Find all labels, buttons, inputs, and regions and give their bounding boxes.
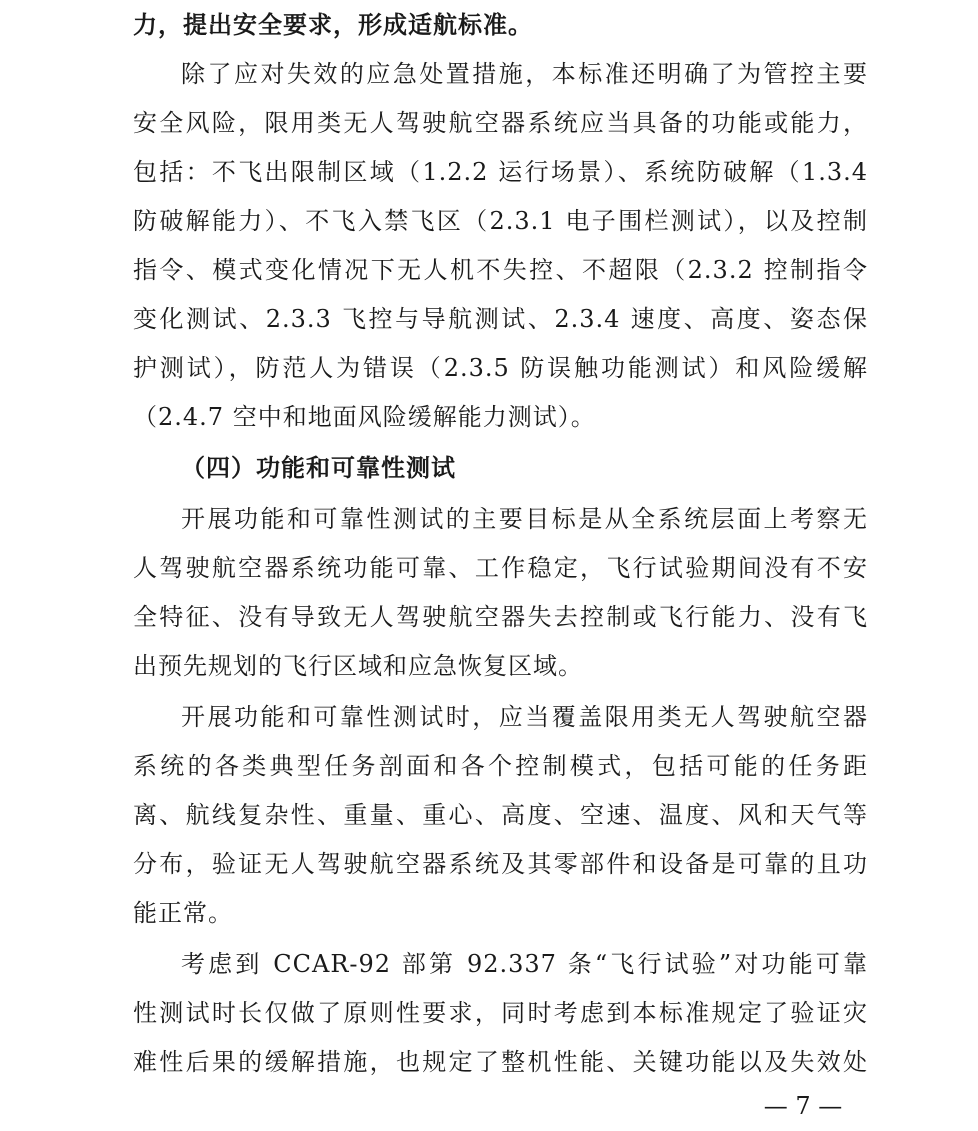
text-line: 力，提出安全要求，形成适航标准。	[133, 10, 533, 39]
text-line: 系统的各类典型任务剖面和各个控制模式，包括可能的任务距	[133, 752, 868, 780]
text-line: 开展功能和可靠性测试时，应当覆盖限用类无人驾驶航空器	[181, 703, 868, 731]
text-line: 考虑到 CCAR-92 部第 92.337 条“飞行试验”对功能可靠	[181, 950, 868, 978]
text-line: 能正常。	[133, 899, 233, 927]
text-line: 除了应对失效的应急处置措施，本标准还明确了为管控主要	[181, 60, 868, 88]
text-line: （2.4.7 空中和地面风险缓解能力测试）。	[133, 403, 596, 431]
text-line: 难性后果的缓解措施，也规定了整机性能、关键功能以及失效处	[133, 1048, 868, 1076]
text-line: 人驾驶航空器系统功能可靠、工作稳定，飞行试验期间没有不安	[133, 554, 868, 582]
text-line: 分布，验证无人驾驶航空器系统及其零部件和设备是可靠的且功	[133, 850, 868, 878]
text-line: 包括：不飞出限制区域（1.2.2 运行场景）、系统防破解（1.3.4	[133, 158, 868, 186]
text-line: 开展功能和可靠性测试的主要目标是从全系统层面上考察无	[181, 505, 868, 533]
text-line: 变化测试、2.3.3 飞控与导航测试、2.3.4 速度、高度、姿态保	[133, 305, 868, 333]
text-line: 指令、模式变化情况下无人机不失控、不超限（2.3.2 控制指令	[133, 256, 868, 284]
text-line: 防破解能力）、不飞入禁飞区（2.3.1 电子围栏测试），以及控制	[133, 207, 868, 235]
text-line: 安全风险，限用类无人驾驶航空器系统应当具备的功能或能力，	[133, 109, 868, 137]
text-line: 出预先规划的飞行区域和应急恢复区域。	[133, 652, 583, 680]
text-line: 护测试），防范人为错误（2.3.5 防误触功能测试）和风险缓解	[133, 354, 868, 382]
text-line: 性测试时长仅做了原则性要求，同时考虑到本标准规定了验证灾	[133, 999, 868, 1027]
section-heading: （四）功能和可靠性测试	[181, 453, 456, 482]
page-number: — 7 —	[763, 1092, 843, 1120]
text-line: 全特征、没有导致无人驾驶航空器失去控制或飞行能力、没有飞	[133, 603, 868, 631]
text-line: 离、航线复杂性、重量、重心、高度、空速、温度、风和天气等	[133, 801, 868, 829]
